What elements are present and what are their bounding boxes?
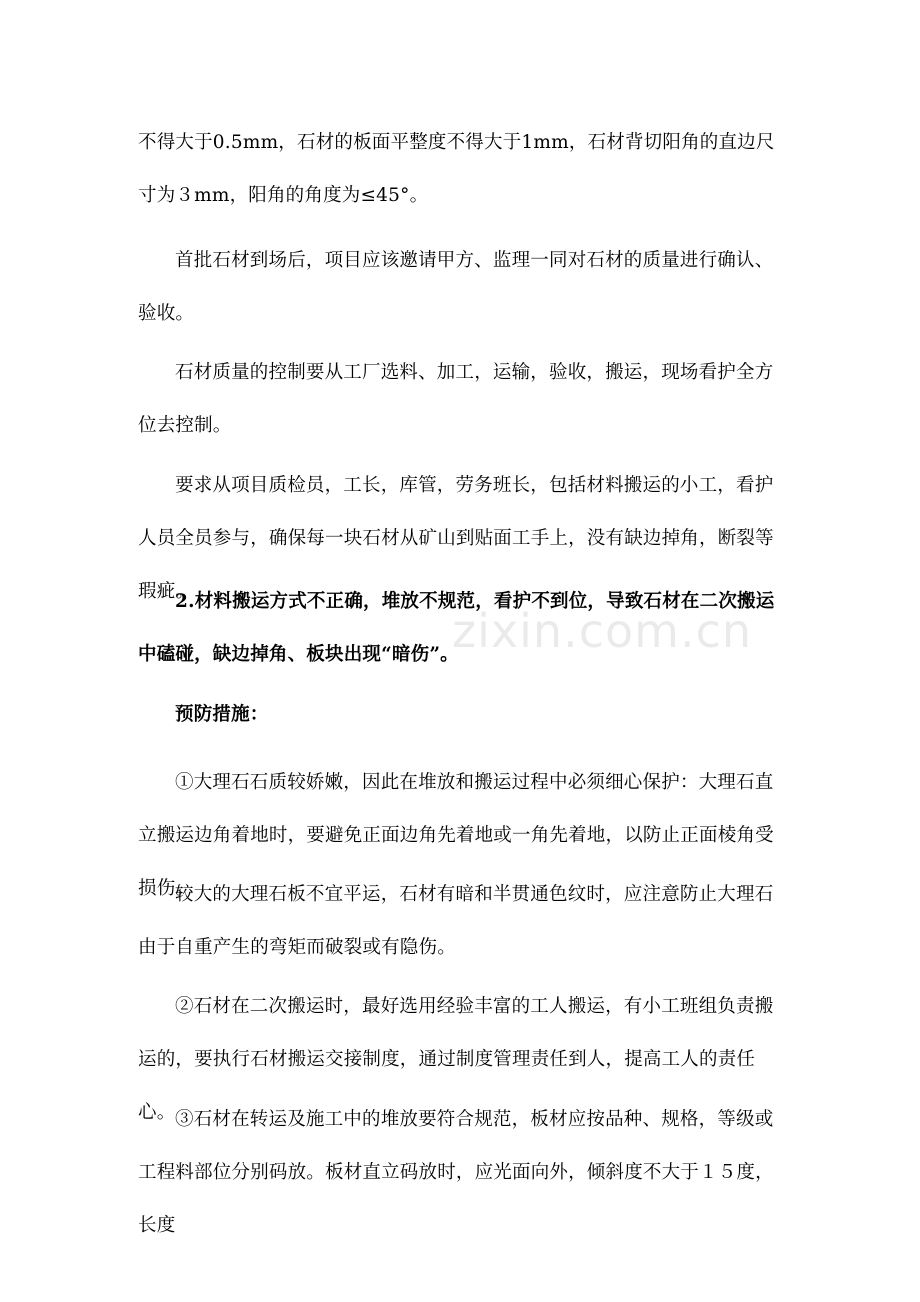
paragraph-large-slab-transport: 较大的大理石板不宜平运，石材有暗和半贯通色纹时，应注意防止大理石由于自重产生的弯矩而破裂或有隐伤。 [138, 884, 774, 958]
watermark: zixin.com.cn [452, 604, 753, 658]
paragraph-staff-participation: 要求从项目质检员，工长，库管，劳务班长，包括材料搬运的小工，看护人员全员参与，确保每一块石材从矿山到贴面工手上，没有缺边掉角，断裂等瑕疵。 [138, 475, 774, 602]
paragraph-measure-3: ③石材在转运及施工中的堆放要符合规范，板材应按品种、规格，等级或工程料部位分别码放。板材直立码放时，应光面向外，倾斜度不大于１５度，长度 [138, 1109, 774, 1236]
paragraph-quality-control: 石材质量的控制要从工厂选料、加工，运输，验收，搬运，现场看护全方位去控制。 [138, 362, 774, 436]
paragraph-measure-2: ②石材在二次搬运时，最好选用经验丰富的工人搬运，有小工班组负责搬运的，要执行石材搬运交接制度，通过制度管理责任到人，提高工人的责任心。 [138, 996, 774, 1123]
paragraph-measure-1: ①大理石石质较娇嫩，因此在堆放和搬运过程中必须细心保护：大理石直立搬运边角着地时，要避免正面边角先着地或一角先着地，以防止正面棱角受损伤。 [138, 772, 774, 899]
heading-handling-problem: 2.材料搬运方式不正确，堆放不规范，看护不到位，导致石材在二次搬运中磕碰，缺边掉角、板块出现“暗伤”。 [138, 591, 775, 665]
paragraph-first-batch-acceptance: 首批石材到场后，项目应该邀请甲方、监理一同对石材的质量进行确认、验收。 [138, 250, 774, 324]
heading-preventive-measures: 预防措施： [175, 704, 269, 725]
paragraph-stone-tolerances: 不得大于0.5mm，石材的板面平整度不得大于1mm，石材背切阳角的直边尺寸为３mm，阳角的角度为≤45°。 [138, 132, 775, 206]
